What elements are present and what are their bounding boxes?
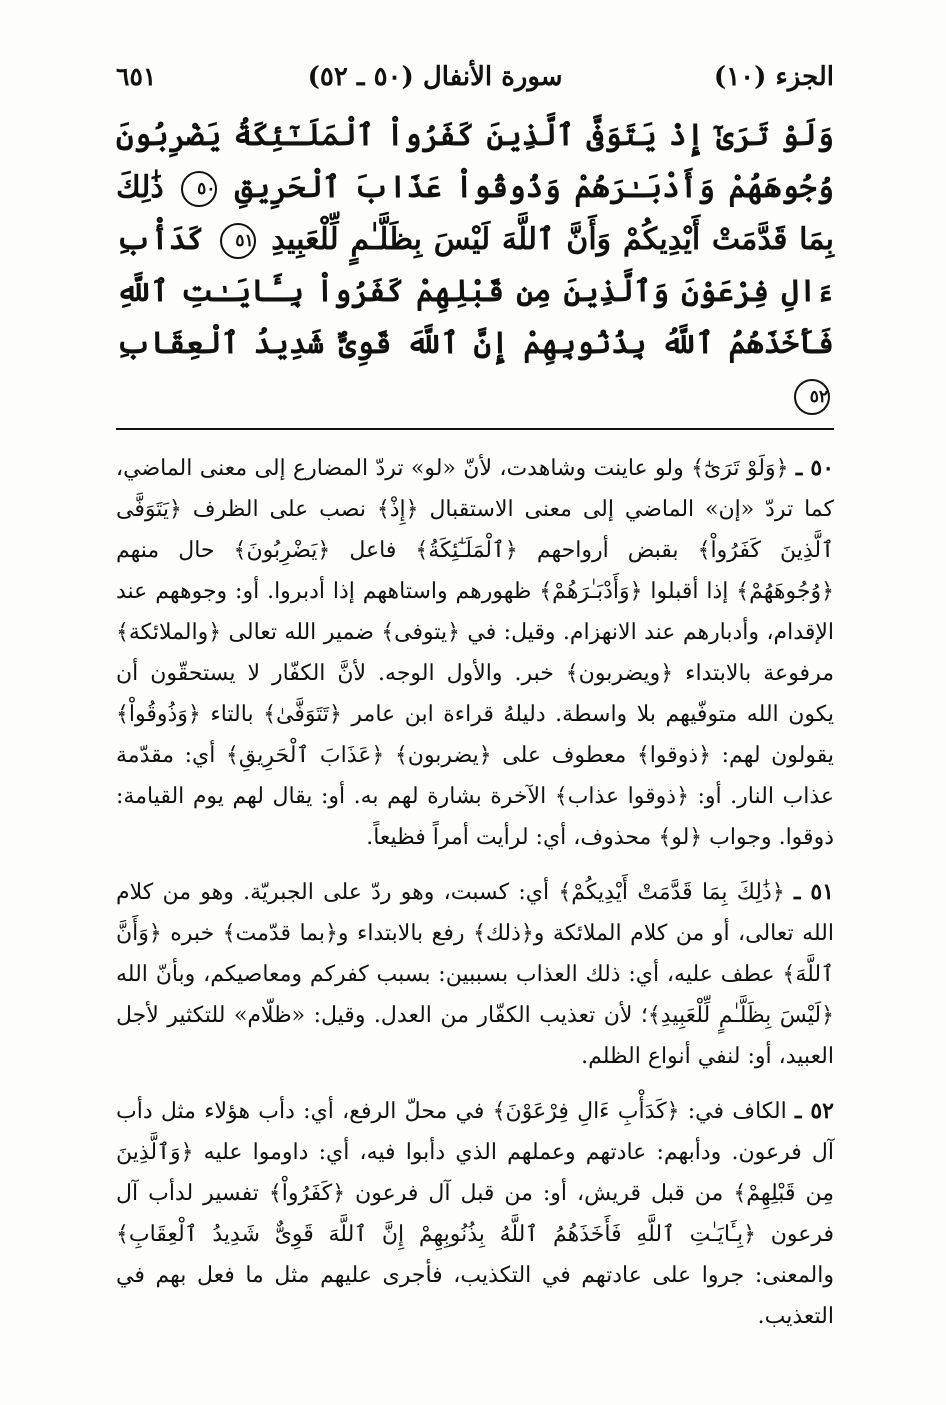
quran-text	[116, 106, 834, 428]
commentary-verse-51	[116, 872, 834, 1077]
verse-number: ٥١ ـ	[793, 879, 834, 905]
commentary-verse-50	[116, 448, 834, 858]
surah-title: سورة الأنفال (٥٠ ـ ٥٢)	[307, 62, 563, 92]
commentary-text: الكاف في: ﴿كَدَأْبِ ءَالِ فِرْعَوْنَ﴾ في محلّ الرفع، أي: دأب هؤلاء مثل دأب آل فرعون. ودأبهم: عادتهم وعملهم الذي دأبوا فيه، أي: داوموا عليه ﴿وَٱلَّذِينَ مِن قَبْلِهِمْ﴾ من قبل قريش، أو: من قبل آل فرعون ﴿كَفَرُواْ﴾ تفسير لدأب آل فرعون ﴿بِـَٔايَـٰتِ ٱللَّهِ فَأَخَذَهُمُ ٱللَّهُ بِذُنُوبِهِمْ إِنَّ ٱللَّهَ قَوِىٌّ شَدِيدُ ٱلْعِقَابِ﴾ والمعنى: جروا على عادتهم في التكذيب، فأجرى عليهم مثل ما فعل بهم في التعذيب.	[116, 1099, 835, 1329]
commentary-verse-52	[116, 1091, 834, 1337]
page	[116, 62, 834, 1351]
page-header	[116, 62, 834, 106]
verse-50-marker: ٥٠	[181, 171, 217, 207]
commentary	[116, 430, 834, 1337]
verse-51-text: ذَٰلِكَ بِمَا قَدَّمَتْ أَيْدِيكُمْ وَأَنَّ ٱللَّهَ لَيْسَ بِظَلَّـٰمٍ لِّلْعَبِيدِ	[116, 170, 834, 257]
verse-50-text: وَلَوْ تَرَىٰٓ إِذْ يَتَوَفَّى ٱلَّذِينَ كَفَرُواْ ٱلْمَلَـٰٓئِكَةُ يَضْرِبُونَ وُجُوهَهُمْ وَأَدْبَـٰرَهُمْ وَذُوقُواْ عَذَابَ ٱلْحَرِيقِ	[116, 118, 834, 205]
commentary-text: ﴿ذَٰلِكَ بِمَا قَدَّمَتْ أَيْدِيكُمْ﴾ أي: كسبت، وهو ردّ على الجبريّة. وهو من كلام الله تعالى، أو من كلام الملائكة و﴿ذلك﴾ رفع بالابتداء و﴿بما قدّمت﴾ خبره ﴿وَأَنَّ ٱللَّهَ﴾ عطف عليه، أي: ذلك العذاب بسببين: بسبب كفركم ومعاصيكم، وبأنّ الله ﴿لَيْسَ بِظَلَّـٰمٍ لِّلْعَبِيدِ﴾؛ لأن تعذيب الكفّار من العدل. وقيل: «ظلّام» للتكثير لأجل العبيد، أو: لنفي أنواع الظلم.	[116, 880, 834, 1069]
page-number: ٦٥١	[116, 62, 157, 91]
verse-52-marker: ٥٢	[794, 379, 830, 415]
verse-number: ٥٠ ـ	[795, 455, 835, 481]
verse-number: ٥٢ ـ	[795, 1098, 834, 1124]
juz-label: الجزء (١٠)	[713, 62, 834, 92]
verse-51-marker: ٥١	[220, 223, 256, 259]
verse-52-text: كَدَأْبِ ءَالِ فِرْعَوْنَ وَٱلَّذِينَ مِن قَبْلِهِمْ كَفَرُواْ بِـَٔايَـٰتِ ٱللَّهِ فَأَخَذَهُمُ ٱللَّهُ بِذُنُوبِهِمْ إِنَّ ٱللَّهَ قَوِىٌّ شَدِيدُ ٱلْعِقَابِ	[116, 222, 834, 361]
commentary-text: ﴿وَلَوْ تَرَىٰٓ﴾ ولو عاينت وشاهدت، لأنّ «لو» تردّ المضارع إلى معنى الماضي، كما تردّ «إن» الماضي إلى معنى الاستقبال ﴿إِذْ﴾ نصب على الظرف ﴿يَتَوَفَّى ٱلَّذِينَ كَفَرُواْ﴾ بقبض أرواحهم ﴿ٱلْمَلَـٰٓئِكَةُ﴾ فاعل ﴿يَضْرِبُونَ﴾ حال منهم ﴿وُجُوهَهُمْ﴾ إذا أقبلوا ﴿وَأَدْبَـٰرَهُمْ﴾ ظهورهم واستاههم إذا أدبروا. أو: وجوههم عند الإقدام، وأدبارهم عند الانهزام. وقيل: في ﴿يتوفى﴾ ضمير الله تعالى ﴿والملائكة﴾ مرفوعة بالابتداء ﴿ويضربون﴾ خبر. والأول الوجه. لأنَّ الكفّار لا يستحقّون أن يكون الله متوفّيهم بلا واسطة. دليلهُ قراءة ابن عامر ﴿تَتَوَفَّىٰ﴾ بالتاء ﴿وَذُوقُواْ﴾ يقولون لهم: ﴿ذوقوا﴾ معطوف على ﴿يضربون﴾ ﴿عَذَابَ ٱلْحَرِيقِ﴾ أي: مقدّمة عذاب النار. أو: ﴿ذوقوا عذاب﴾ الآخرة بشارة لهم به. أو: يقال لهم يوم القيامة: ذوقوا. وجواب ﴿لو﴾ محذوف، أي: لرأيت أمراً فظيعاً.	[116, 456, 835, 850]
